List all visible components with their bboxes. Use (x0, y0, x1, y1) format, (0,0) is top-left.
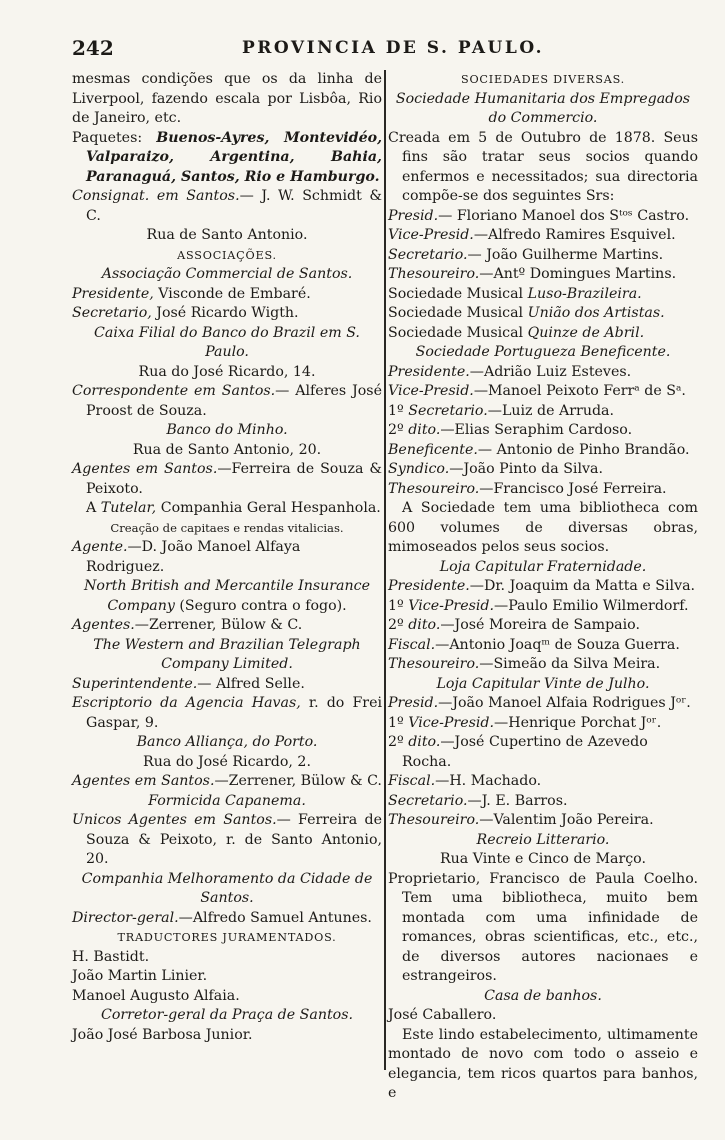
institution-title: Sociedade Humanitaria dos Empregados do Commercio. (395, 90, 691, 126)
institution-title: Caixa Filial do Banco do Brazil em S. Paulo. (94, 324, 360, 360)
institution-title: Banco Alliança, do Porto. (136, 734, 318, 750)
institution-title: North British and Mercantile Insurance Company (Seguro contra o fogo). (84, 578, 370, 614)
entry: Presidente.—Adrião Luiz Esteves. (388, 363, 632, 380)
address: Rua Vinte e Cinco de Março. (439, 851, 646, 867)
address: Rua de Santo Antonio. (146, 227, 308, 243)
institution-title: Loja Capitular Vinte de Julho. (436, 675, 650, 692)
entry: Escriptorio da Agencia Havas, r. do Frei Gaspar, 9. (72, 695, 383, 731)
list-item: João José Barbosa Junior. (72, 1026, 253, 1043)
entry: Paquetes: Buenos-Ayres, Montevidéo, Valparaizo, Argentina, Bahia, Paranaguá, Santos, Rio e Hamburgo. (72, 129, 383, 185)
entry: Thesoureiro.—Simeão da Silva Meira. (388, 656, 661, 672)
entry: Secretario.—J. E. Barros. (388, 792, 568, 809)
entry: 1º Secretario.—Luiz de Arruda. (388, 402, 615, 419)
running-header (72, 36, 690, 64)
institution-title: Banco do Minho. (166, 422, 288, 438)
entry: Thesoureiro.—Antº Domingues Martins. (388, 266, 677, 282)
list-item: H. Bastidt. (72, 948, 150, 965)
entry: Agentes.—Zerrener, Bülow & C. (72, 617, 303, 633)
entry: Fiscal.—H. Machado. (388, 773, 542, 789)
entry: Presid.— Floriano Manoel dos Sᵗᵒˢ Castro. (388, 207, 690, 224)
section-heading: TRADUCTORES JURAMENTADOS. (117, 931, 337, 944)
institution-title: Casa de banhos. (484, 987, 602, 1004)
entry: Vice-Presid.—Alfredo Ramires Esquivel. (388, 227, 676, 243)
entry: Correspondente em Santos.— Alferes José Proost de Souza. (72, 383, 382, 419)
entry: Presid.—João Manoel Alfaia Rodrigues Jᵒʳ. (388, 695, 691, 711)
page-number: 242 (72, 36, 114, 60)
section-heading: SOCIEDADES DIVERSAS. (460, 73, 625, 86)
entry: Sociedade Musical União dos Artistas. (388, 305, 665, 321)
entry: Presidente.—Dr. Joaquim da Matta e Silva. (388, 578, 696, 594)
institution-title: Formicida Capanema. (148, 792, 306, 809)
address: Rua do José Ricardo, 2. (143, 753, 311, 770)
entry: Presidente, Visconde de Embaré. (72, 285, 311, 302)
right-column (388, 70, 698, 1104)
institution-title: Corretor-geral da Praça de Santos. (100, 1007, 354, 1023)
entry: Director-geral.—Alfredo Samuel Antunes. (72, 909, 372, 926)
entry: Beneficente.— Antonio de Pinho Brandão. (388, 441, 690, 458)
list-item: José Caballero. (388, 1007, 497, 1023)
running-title: PROVINCIA DE S. PAULO. (242, 38, 545, 58)
institution-title: Associação Commercial de Santos. (101, 266, 353, 282)
entry: Consignat. em Santos.— J. W. Schmidt & C. (72, 188, 382, 224)
entry: 1º Vice-Presid.—Henrique Porchat Jᵒʳ. (388, 714, 662, 731)
paragraph: Este lindo estabelecimento, ultimamente montado de novo com todo o asseio e elegancia, tem ricos quartos para banhos, e (388, 1026, 698, 1101)
institution-title: Loja Capitular Fraternidade. (439, 558, 647, 575)
entry: Secretario.— João Guilherme Martins. (388, 246, 664, 263)
entry: Sociedade Musical Quinze de Abril. (388, 324, 645, 341)
institution-title: Recreio Litterario. (476, 831, 610, 848)
entry: Sociedade Musical Luso-Brazileira. (388, 285, 642, 302)
institution-title: Companhia Melhoramento da Cidade de Santos. (81, 870, 373, 906)
note: Creação de capitaes e rendas vitalicias. (110, 520, 344, 535)
paragraph: Proprietario, Francisco de Paula Coelho. Tem uma bibliotheca, muito bem montada com uma infinidade de romances, obras scientificas, etc., etc., de diversos autores nacionaes e estrangeiros. (388, 870, 698, 984)
list-item: João Martin Linier. (72, 968, 208, 984)
entry: Secretario, José Ricardo Wigth. (72, 305, 299, 321)
address: Rua do José Ricardo, 14. (138, 363, 316, 380)
left-column (72, 70, 382, 1045)
entry: Fiscal.—Antonio Joaqᵐ de Souza Guerra. (388, 636, 680, 653)
paragraph: A Sociedade tem uma bibliotheca com 600 volumes de diversas obras, mimoseados pelos seus socios. (388, 500, 698, 555)
entry: Agentes em Santos.—Ferreira de Souza & Peixoto. (72, 461, 382, 497)
list-item: Manoel Augusto Alfaia. (72, 987, 240, 1004)
entry: 1º Vice-Presid.—Paulo Emilio Wilmerdorf. (388, 597, 689, 614)
institution-title: The Western and Brazilian Telegraph Company Limited. (93, 636, 361, 672)
entry: Syndico.—João Pinto da Silva. (388, 461, 603, 477)
entry: Thesoureiro.—Francisco José Ferreira. (388, 480, 667, 497)
entry: Thesoureiro.—Valentim João Pereira. (388, 812, 654, 828)
entry: A Tutelar, Companhia Geral Hespanhola. (86, 500, 381, 516)
entry: 2º dito.—Elias Seraphim Cardoso. (388, 422, 633, 438)
entry: Agentes em Santos.—Zerrener, Bülow & C. (72, 773, 382, 789)
entry: Superintendente.— Alfred Selle. (72, 675, 305, 692)
entry: 2º dito.—José Cupertino de Azevedo Rocha. (388, 734, 648, 770)
entry: Agente.—D. João Manoel Alfaya Rodriguez. (72, 539, 301, 575)
entry: 2º dito.—José Moreira de Sampaio. (388, 617, 640, 633)
paragraph: mesmas condições que os da linha de Liverpool, fazendo escala por Lisbôa, Rio de Janeiro, etc. (72, 71, 382, 126)
institution-title: Sociedade Portugueza Beneficente. (415, 344, 671, 360)
address: Rua de Santo Antonio, 20. (132, 441, 322, 458)
paragraph: Creada em 5 de Outubro de 1878. Seus fins são tratar seus socios quando enfermos e necessitados; sua directoria compõe-se dos seguintes Srs: (388, 129, 698, 204)
entry: Vice-Presid.—Manoel Peixoto Ferrᵃ de Sᵃ. (388, 383, 686, 399)
column-divider (384, 70, 386, 1070)
entry: Unicos Agentes em Santos.— Ferreira de Souza & Peixoto, r. de Santo Antonio, 20. (72, 812, 382, 867)
section-heading: ASSOCIAÇÕES. (177, 248, 277, 262)
